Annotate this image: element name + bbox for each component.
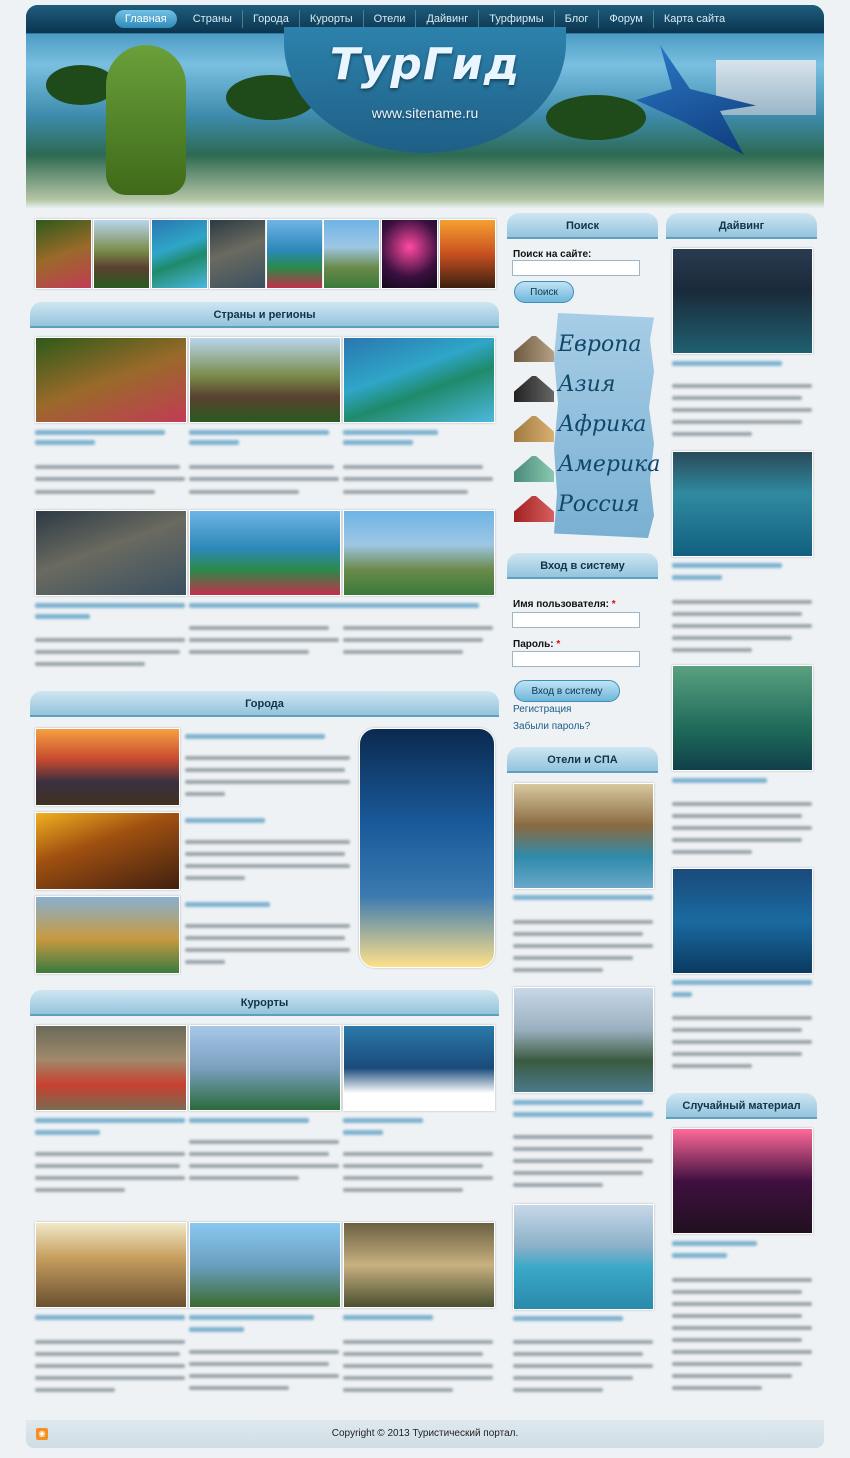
hotels-box-header: Отели и СПА bbox=[507, 747, 658, 773]
rss-icon[interactable]: ◉ bbox=[36, 1428, 48, 1440]
login-button[interactable]: Вход в систему bbox=[514, 680, 620, 702]
site-title: ТурГид bbox=[329, 39, 521, 90]
search-button[interactable]: Поиск bbox=[514, 281, 574, 303]
region-europe[interactable]: Европа bbox=[558, 332, 642, 357]
random-box-header: Случайный материал bbox=[666, 1093, 817, 1119]
thumb-image[interactable] bbox=[93, 219, 150, 289]
thumb-image[interactable] bbox=[266, 219, 323, 289]
nav-item-cities[interactable]: Города bbox=[243, 10, 300, 28]
footer bbox=[26, 1420, 824, 1448]
article-image[interactable] bbox=[35, 1025, 187, 1111]
search-box-header: Поиск bbox=[507, 213, 658, 239]
copyright-text: Copyright © 2013 Туристический портал. bbox=[331, 1428, 519, 1439]
nav-item-diving[interactable]: Дайвинг bbox=[416, 10, 479, 28]
region-africa[interactable]: Африка bbox=[558, 412, 647, 437]
password-label: Пароль: * bbox=[513, 639, 561, 650]
article-image[interactable] bbox=[35, 728, 180, 806]
region-america[interactable]: Америка bbox=[558, 452, 661, 477]
username-label: Имя пользователя: * bbox=[513, 599, 616, 610]
article-image[interactable] bbox=[189, 1025, 341, 1111]
thumb-image[interactable] bbox=[209, 219, 266, 289]
thumb-image[interactable] bbox=[381, 219, 438, 289]
login-box-header: Вход в систему bbox=[507, 553, 658, 579]
hotel-image[interactable] bbox=[513, 987, 654, 1093]
register-link[interactable]: Регистрация bbox=[513, 704, 572, 715]
article-image[interactable] bbox=[343, 337, 495, 423]
logo[interactable] bbox=[284, 27, 566, 153]
thumb-image[interactable] bbox=[439, 219, 496, 289]
password-input[interactable] bbox=[512, 651, 640, 667]
article-image[interactable] bbox=[189, 510, 341, 596]
region-russia[interactable]: Россия bbox=[558, 492, 640, 517]
diving-image[interactable] bbox=[672, 868, 813, 974]
header-woman-image bbox=[106, 45, 186, 195]
nav-item-blog[interactable]: Блог bbox=[555, 10, 600, 28]
hotel-image[interactable] bbox=[513, 1204, 654, 1310]
thumb-image[interactable] bbox=[151, 219, 208, 289]
nav-item-hotels[interactable]: Отели bbox=[364, 10, 417, 28]
article-image[interactable] bbox=[35, 1222, 187, 1308]
random-image[interactable] bbox=[672, 1128, 813, 1234]
article-image[interactable] bbox=[35, 812, 180, 890]
search-input[interactable] bbox=[512, 260, 640, 276]
nav-item-forum[interactable]: Форум bbox=[599, 10, 653, 28]
username-input[interactable] bbox=[512, 612, 640, 628]
nav-item-sitemap[interactable]: Карта сайта bbox=[663, 13, 726, 25]
liberty-icon bbox=[514, 456, 554, 482]
nav-item-home[interactable]: Главная bbox=[115, 10, 177, 28]
diving-image[interactable] bbox=[672, 248, 813, 354]
site-header bbox=[26, 5, 824, 208]
search-label: Поиск на сайте: bbox=[513, 249, 592, 260]
thumb-image[interactable] bbox=[35, 219, 92, 289]
diving-box-header: Дайвинг bbox=[666, 213, 817, 239]
kremlin-icon bbox=[514, 496, 554, 522]
eiffel-icon bbox=[514, 336, 554, 362]
region-asia[interactable]: Азия bbox=[558, 372, 616, 397]
article-image[interactable] bbox=[35, 510, 187, 596]
article-image[interactable] bbox=[189, 1222, 341, 1308]
diving-image[interactable] bbox=[672, 451, 813, 557]
thumb-image[interactable] bbox=[323, 219, 380, 289]
featured-city-image[interactable] bbox=[359, 728, 495, 968]
article-image[interactable] bbox=[189, 337, 341, 423]
article-image[interactable] bbox=[343, 510, 495, 596]
nav-item-countries[interactable]: Страны bbox=[183, 10, 243, 28]
nav-item-resorts[interactable]: Курорты bbox=[300, 10, 364, 28]
site-url: www.sitename.ru bbox=[371, 105, 479, 121]
forgot-password-link[interactable]: Забыли пароль? bbox=[513, 721, 591, 732]
hotel-image[interactable] bbox=[513, 783, 654, 889]
section-cities-header: Города bbox=[30, 691, 499, 717]
article-image[interactable] bbox=[343, 1222, 495, 1308]
article-image[interactable] bbox=[35, 337, 187, 423]
pagoda-icon bbox=[514, 376, 554, 402]
article-image[interactable] bbox=[343, 1025, 495, 1111]
section-resorts-header: Курорты bbox=[30, 990, 499, 1016]
section-countries-header: Страны и регионы bbox=[30, 302, 499, 328]
pyramid-icon bbox=[514, 416, 554, 442]
diving-image[interactable] bbox=[672, 665, 813, 771]
article-image[interactable] bbox=[35, 896, 180, 974]
nav-item-agencies[interactable]: Турфирмы bbox=[479, 10, 554, 28]
